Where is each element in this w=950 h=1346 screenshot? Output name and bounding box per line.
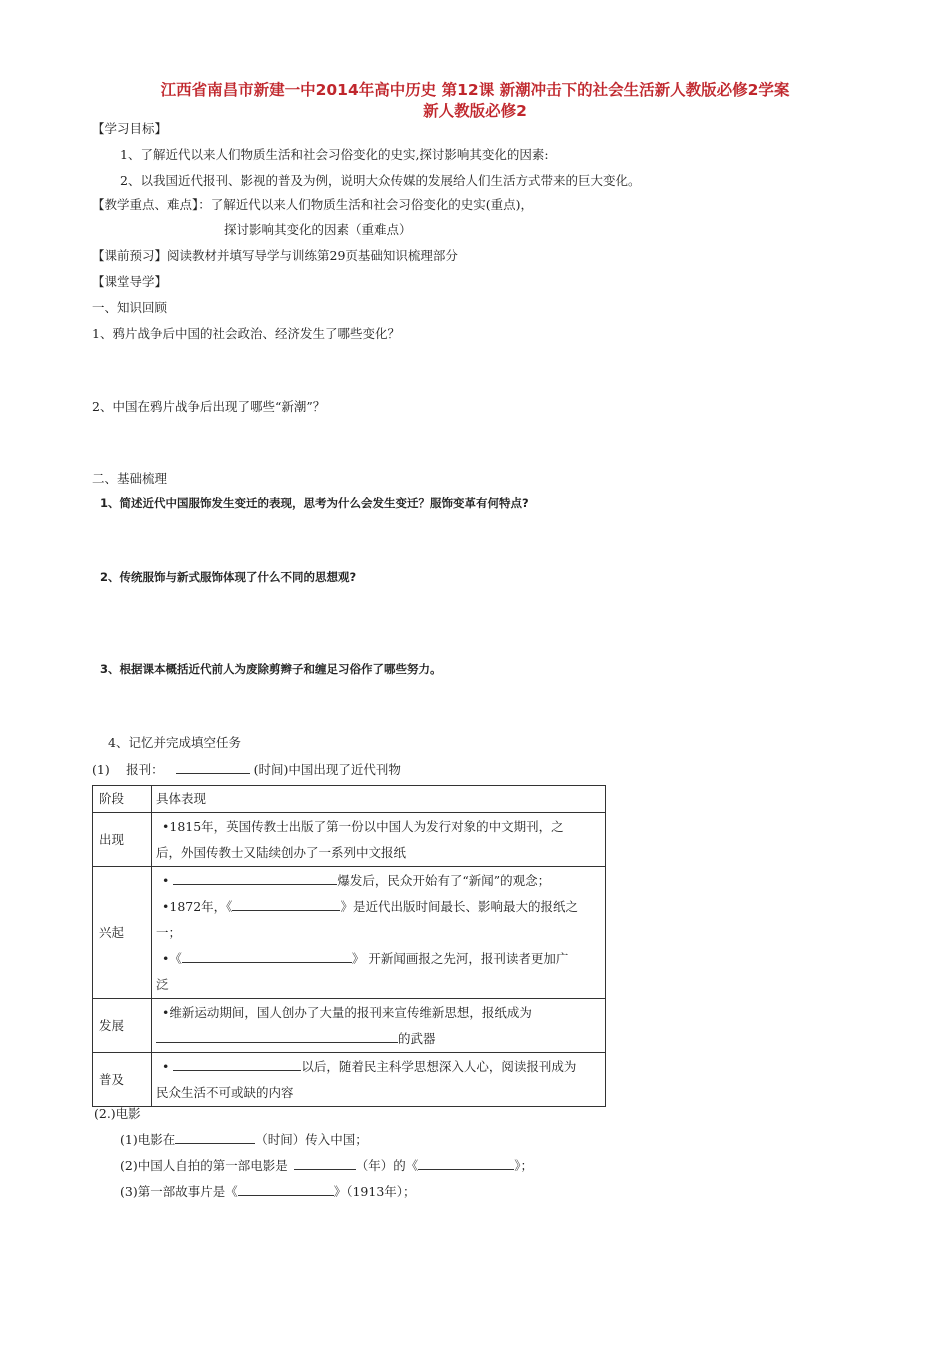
header-details: 具体表现 xyxy=(152,786,606,813)
newspaper-line xyxy=(92,760,401,779)
popular-prefix: • xyxy=(162,1058,170,1074)
objective-item-2: 2、以我国近代报刊、影视的普及为例，说明大众传媒的发展给人们生活方式带来的巨大变化。 xyxy=(120,173,641,188)
stage-rise: 兴起 xyxy=(93,867,152,999)
film-item-1-suffix: （时间）传入中国； xyxy=(255,1132,368,1147)
details-rise xyxy=(152,867,606,999)
rise-b-prefix: •1872年，《 xyxy=(162,898,233,914)
rise-newspaper-blank[interactable] xyxy=(232,897,340,911)
film-item-3-suffix: 》（1913年）； xyxy=(333,1184,416,1199)
basics-heading: 二、基础梳理 xyxy=(92,471,168,486)
details-popular-line1 xyxy=(156,1054,601,1080)
details-rise-line-a xyxy=(156,868,601,894)
rise-b-suffix: 》是近代出版时间最长、影响最大的报纸之 xyxy=(340,898,578,914)
film-item-2-mid: （年）的《 xyxy=(355,1158,419,1173)
film-item-2 xyxy=(120,1156,533,1175)
details-emerge xyxy=(152,813,606,867)
film-item-2-prefix: (2)中国人自拍的第一部电影是 xyxy=(120,1158,288,1173)
details-rise-line-b-cont: 一； xyxy=(156,924,182,940)
develop-suffix: 的武器 xyxy=(398,1030,436,1046)
review-heading: 一、知识回顾 xyxy=(92,300,168,315)
table-row xyxy=(93,813,606,867)
header-stage: 阶段 xyxy=(93,786,152,813)
table-row xyxy=(93,999,606,1053)
details-rise-line-c xyxy=(156,946,601,972)
preview-line: 【课前预习】阅读教材并填写导学与训练第29页基础知识梳理部分 xyxy=(92,248,458,263)
table-row xyxy=(93,867,606,999)
rise-c-suffix: 》 开新闻画报之先河，报刊读者更加广 xyxy=(351,950,569,966)
details-develop-line1: •维新运动期间，国人创办了大量的报刊来宣传维新思想，报纸成为 xyxy=(162,1004,532,1020)
film-heading: (2.)电影 xyxy=(94,1106,141,1121)
table-row xyxy=(93,1053,606,1107)
review-question-1: 1、鸦片战争后中国的社会政治、经济发生了哪些变化？ xyxy=(92,326,400,341)
film-item-1 xyxy=(120,1130,368,1149)
film-year-blank[interactable] xyxy=(294,1156,356,1170)
film-title-blank[interactable] xyxy=(418,1156,514,1170)
details-rise-line-c-cont: 泛 xyxy=(156,976,169,992)
table-header-row xyxy=(93,786,606,813)
film-item-3-prefix: (3)第一部故事片是《 xyxy=(120,1184,238,1199)
basics-question-1: 1、简述近代中国服饰发生变迁的表现，思考为什么会发生变迁？服饰变革有何特点? xyxy=(100,496,529,510)
details-popular xyxy=(152,1053,606,1107)
details-develop xyxy=(152,999,606,1053)
objective-item-1: 1、了解近代以来人们物质生活和社会习俗变化的史实,探讨影响其变化的因素: xyxy=(120,147,549,162)
film-item-2-suffix: 》； xyxy=(514,1158,533,1173)
newspaper-label: (1) 报刊： xyxy=(92,762,164,777)
popular-suffix: 以后，随着民主科学思想深入人心，阅读报刊成为 xyxy=(301,1058,577,1074)
basics-question-4: 4、记忆并完成填空任务 xyxy=(108,735,241,750)
film-item-3 xyxy=(120,1182,416,1201)
newspaper-after-blank: (时间)中国出现了近代刊物 xyxy=(253,762,401,777)
guide-heading: 【课堂导学】 xyxy=(92,274,168,289)
stage-popular: 普及 xyxy=(93,1053,152,1107)
details-develop-line2 xyxy=(156,1026,601,1052)
document-title-line2: 新人教版必修2 xyxy=(423,102,527,120)
rise-a-suffix: 爆发后，民众开始有了“新闻”的观念； xyxy=(337,872,551,888)
popular-event-blank[interactable] xyxy=(173,1057,301,1071)
stage-develop: 发展 xyxy=(93,999,152,1053)
newspaper-time-blank[interactable] xyxy=(176,760,250,774)
key-points-line1: 【教学重点、难点】：了解近代以来人们物质生活和社会习俗变化的史实(重点)， xyxy=(92,197,534,212)
rise-pictorial-blank[interactable] xyxy=(182,949,352,963)
details-emerge-line2: 后，外国传教士又陆续创办了一系列中文报纸 xyxy=(156,844,407,860)
newspaper-stages-table xyxy=(92,785,606,1107)
film-time-blank[interactable] xyxy=(175,1130,255,1144)
rise-a-prefix: • xyxy=(162,872,170,888)
basics-question-3: 3、根据课本概括近代前人为废除剪辫子和缠足习俗作了哪些努力。 xyxy=(100,662,442,676)
story-film-blank[interactable] xyxy=(238,1182,334,1196)
stage-emerge: 出现 xyxy=(93,813,152,867)
key-points-line2: 探讨影响其变化的因素（重难点） xyxy=(224,222,412,237)
rise-event-blank[interactable] xyxy=(173,871,337,885)
film-item-1-prefix: (1)电影在 xyxy=(120,1132,176,1147)
document-title-line1: 江西省南昌市新建一中2014年高中历史 第12课 新潮冲击下的社会生活新人教版必修2学案 xyxy=(160,81,790,99)
details-emerge-line1: •1815年，英国传教士出版了第一份以中国人为发行对象的中文期刊，之 xyxy=(162,818,564,834)
review-question-2: 2、中国在鸦片战争后出现了哪些“新潮”？ xyxy=(92,399,326,414)
develop-weapon-blank[interactable] xyxy=(156,1029,398,1043)
objectives-heading: 【学习目标】 xyxy=(92,121,168,136)
details-popular-line2: 民众生活不可或缺的内容 xyxy=(156,1084,294,1100)
details-rise-line-b xyxy=(156,894,601,920)
rise-c-prefix: •《 xyxy=(162,950,182,966)
basics-question-2: 2、传统服饰与新式服饰体现了什么不同的思想观? xyxy=(100,570,357,584)
